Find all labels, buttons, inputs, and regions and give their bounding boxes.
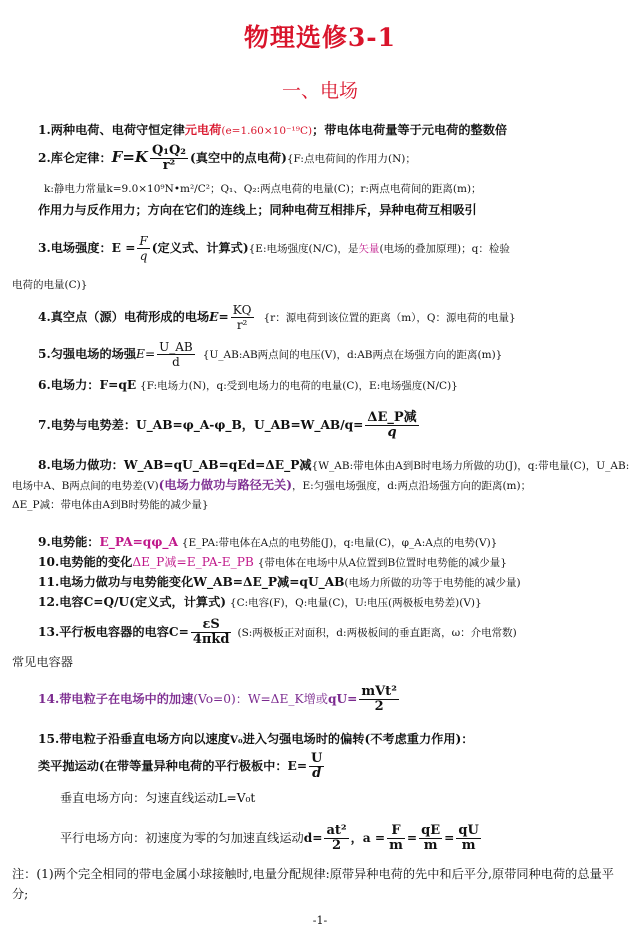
item-1-heading: 1.两种电荷、电荷守恒定律 xyxy=(38,123,185,137)
item-8-desc-2: 电场中A、B两点间的电势差(V) xyxy=(12,480,159,492)
item-11 xyxy=(38,574,640,591)
item-2-desc: {F:点电荷间的作用力(N)； xyxy=(286,153,416,165)
item-7-fraction xyxy=(365,411,418,440)
item-2-condition: (真空中的点电荷) xyxy=(189,151,287,165)
fraction-denominator: 2 xyxy=(374,699,384,714)
item-8-desc-3: ，E:匀强电场强度，d:两点沿场强方向的距离(m)； xyxy=(292,480,532,492)
item-12-heading: 12.电容C=Q/U(定义式，计算式) xyxy=(38,595,227,609)
fraction-numerator: at² xyxy=(326,823,347,838)
item-5-desc: {U_AB:AB两点间的电压(V)，d:AB两点在场强方向的距离(m)} xyxy=(202,349,503,361)
note: 注：(1)两个完全相同的带电金属小球接触时,电量分配规律:原带异种电荷的先中和后平分,原带同种电荷的总量平分; xyxy=(12,867,614,901)
item-4 xyxy=(38,300,640,334)
item-7-heading: 7.电势与电势差：U_AB=φ_A-φ_B，U_AB=W_AB/q= xyxy=(38,418,364,432)
fraction-denominator: 2 xyxy=(332,838,342,853)
item-13-formula: C= xyxy=(168,625,189,639)
item-15-motion xyxy=(38,749,640,783)
item-15-motion-label: 类平抛运动(在带等量异种电荷的平行极板中： xyxy=(38,759,288,773)
item-5-formula: E= xyxy=(136,347,156,361)
item-8-desc: {W_AB:带电体由A到B时电场力所做的功(J)，q:带电量(C)，U_AB: xyxy=(311,460,630,472)
item-15-speed: V₀ xyxy=(229,734,243,746)
item-2-formula: F=K xyxy=(111,148,148,166)
item-15-accel-formula: ，a = xyxy=(350,831,386,845)
item-15-accel-fraction-1 xyxy=(387,824,405,853)
item-2 xyxy=(38,144,640,170)
item-11-desc: (电场力所做的功等于电势能的减少量) xyxy=(344,577,521,589)
fraction-denominator: q xyxy=(387,425,397,440)
item-11-heading: 11.电场力做功与电势能变化 xyxy=(38,575,194,589)
fraction-denominator: d xyxy=(312,766,322,781)
fraction-numerator: U_AB xyxy=(159,340,193,354)
item-13-continued: 常见电容器 xyxy=(12,655,73,669)
page-number: -1- xyxy=(312,914,328,927)
item-14 xyxy=(38,680,640,718)
item-4-fraction xyxy=(231,303,254,332)
fraction-denominator: d xyxy=(172,355,180,369)
item-12-desc: {C:电容(F)，Q:电量(C)，U:电压(两极板电势差)(V)} xyxy=(229,597,482,609)
item-10-heading: 10.电势能的变化 xyxy=(38,555,133,569)
item-13 xyxy=(38,614,640,650)
item-10-formula: ΔE_P减=E_PA-E_PB xyxy=(132,555,254,569)
item-1-term: 元电荷 xyxy=(184,123,222,137)
item-6 xyxy=(38,377,640,394)
fraction-denominator: q xyxy=(139,249,148,263)
item-14-fraction xyxy=(359,685,399,714)
fraction-denominator: r² xyxy=(162,158,176,170)
item-1-value: (e=1.60×10⁻¹⁹C) xyxy=(221,125,313,137)
document-title: 物理选修3-1 xyxy=(243,23,397,52)
item-5-heading: 5.匀强电场的场强 xyxy=(38,347,137,361)
fraction-numerator: KQ xyxy=(232,303,252,317)
item-3-label: (定义式、计算式) xyxy=(151,241,249,255)
item-2-notes: 作用力与反作用力；方向在它们的连线上；同种电荷互相排斥，异种电荷互相吸引 xyxy=(38,203,477,217)
item-11-formula: W_AB=ΔE_P减=qU_AB xyxy=(193,575,345,589)
item-15-parallel: 平行电场方向：初速度为零的匀加速直线运动d= $\frac{\text{at²}}{2}$ ，a = $\frac{F}{m}$ = $\frac{qE}{m}$ = $\frac{qU}{m}$ xyxy=(60,823,479,853)
item-10-desc: {带电体在电场中从A位置到B位置时电势能的减少量} xyxy=(257,557,507,569)
item-1-text: ；带电体电荷量等于元电荷的整数倍 xyxy=(312,123,508,137)
item-15-distance-formula: d= xyxy=(303,831,323,845)
section-heading: 一、电场 xyxy=(281,80,358,102)
item-4-desc: {r：源电荷到该位置的距离（m），Q：源电荷的电量} xyxy=(263,312,516,324)
item-15-field-fraction xyxy=(309,752,324,781)
item-15-perpendicular: 垂直电场方向：匀速直线运动L=V₀t xyxy=(60,791,256,805)
item-14-condition: (Vo=0)：W=ΔE_K增或 xyxy=(193,692,328,706)
item-13-desc: (S:两极板正对面积，d:两极板间的垂直距离，ω：介电常数) xyxy=(237,627,517,639)
item-3-continued: 电荷的电量(C)} xyxy=(12,279,88,291)
item-3-desc-2: (电场的叠加原理)；q：检验 xyxy=(379,243,510,255)
item-10 xyxy=(38,554,640,571)
fraction-numerator: qU xyxy=(458,823,479,838)
item-3-fraction xyxy=(137,234,149,263)
item-9-desc: {E_PA:带电体在A点的电势能(J)，q:电量(C)，φ_A:A点的电势(V)} xyxy=(181,537,498,549)
item-8 xyxy=(38,457,640,474)
item-9-formula: E_PA=qφ_A xyxy=(99,535,178,549)
fraction-numerator: mVt² xyxy=(361,684,397,699)
item-9 xyxy=(38,534,640,551)
fraction-denominator: r² xyxy=(236,318,248,332)
item-8-highlight: (电场力做功与路径无关) xyxy=(158,478,292,492)
item-7 xyxy=(38,405,640,445)
item-15-heading: 15.带电粒子沿垂直电场方向以速度 xyxy=(38,732,230,746)
fraction-numerator: F xyxy=(387,824,405,839)
item-14-heading: 14.带电粒子在电场中的加速 xyxy=(38,692,194,706)
item-5 xyxy=(38,337,640,371)
item-6-heading: 6.电场力：F=qE xyxy=(38,378,137,392)
item-3-vector: 矢量 xyxy=(358,243,380,255)
item-15-accel-fraction-2 xyxy=(419,824,442,853)
item-15-field-formula: E= xyxy=(287,759,308,773)
fraction-denominator: 4πkd xyxy=(192,632,230,647)
fraction-denominator: m xyxy=(423,838,438,853)
fraction-numerator: εS xyxy=(191,618,232,633)
item-12 xyxy=(38,594,640,611)
fraction-numerator: qE xyxy=(421,823,441,838)
item-2-constants: k:静电力常量k=9.0×10⁹N•m²/C²；Q₁、Q₂:两点电荷的电量(C)；r:两点电荷间的距离(m)； xyxy=(44,183,482,195)
item-15-text: 进入匀强电场时的偏转(不考虑重力作用)： xyxy=(242,732,474,746)
item-8-continued xyxy=(12,477,632,494)
item-15 xyxy=(38,731,640,748)
item-1 xyxy=(38,122,640,139)
fraction-numerator: Q₁Q₂ xyxy=(151,144,186,158)
item-13-heading: 13.平行板电容器的电容 xyxy=(38,625,169,639)
fraction-denominator: m xyxy=(461,838,476,853)
item-3-heading: 3.电场强度：E = xyxy=(38,241,136,255)
item-8-continued-2: ΔE_P减：带电体由A到B时势能的减少量} xyxy=(12,499,209,511)
item-2-heading: 2.库仑定律： xyxy=(38,151,112,165)
item-3-desc: {E:电场强度(N/C)，是 xyxy=(248,243,359,255)
item-15-accel-fraction-3 xyxy=(456,824,480,853)
fraction-denominator: m xyxy=(389,838,403,853)
item-5-fraction xyxy=(157,340,195,369)
item-4-heading: 4.真空点（源）电荷形成的电场 xyxy=(38,310,210,324)
fraction-numerator: ΔE_P减 xyxy=(367,410,417,425)
item-15-parallel-label: 平行电场方向：初速度为零的匀加速直线运动 xyxy=(60,831,304,845)
item-4-formula: E= xyxy=(209,310,229,324)
item-15-distance-fraction xyxy=(324,824,348,853)
item-9-heading: 9.电势能： xyxy=(38,535,100,549)
fraction-numerator: F xyxy=(139,234,148,248)
fraction-numerator: U xyxy=(311,751,323,766)
item-2-fraction xyxy=(150,144,188,170)
item-13-fraction xyxy=(191,618,232,647)
item-6-desc: {F:电场力(N)，q:受到电场力的电荷的电量(C)，E:电场强度(N/C)} xyxy=(140,380,458,392)
item-14-formula: qU= xyxy=(327,692,358,706)
item-3 xyxy=(38,232,640,264)
item-8-heading: 8.电场力做功：W_AB=qU_AB=qEd=ΔE_P减 xyxy=(38,458,312,472)
